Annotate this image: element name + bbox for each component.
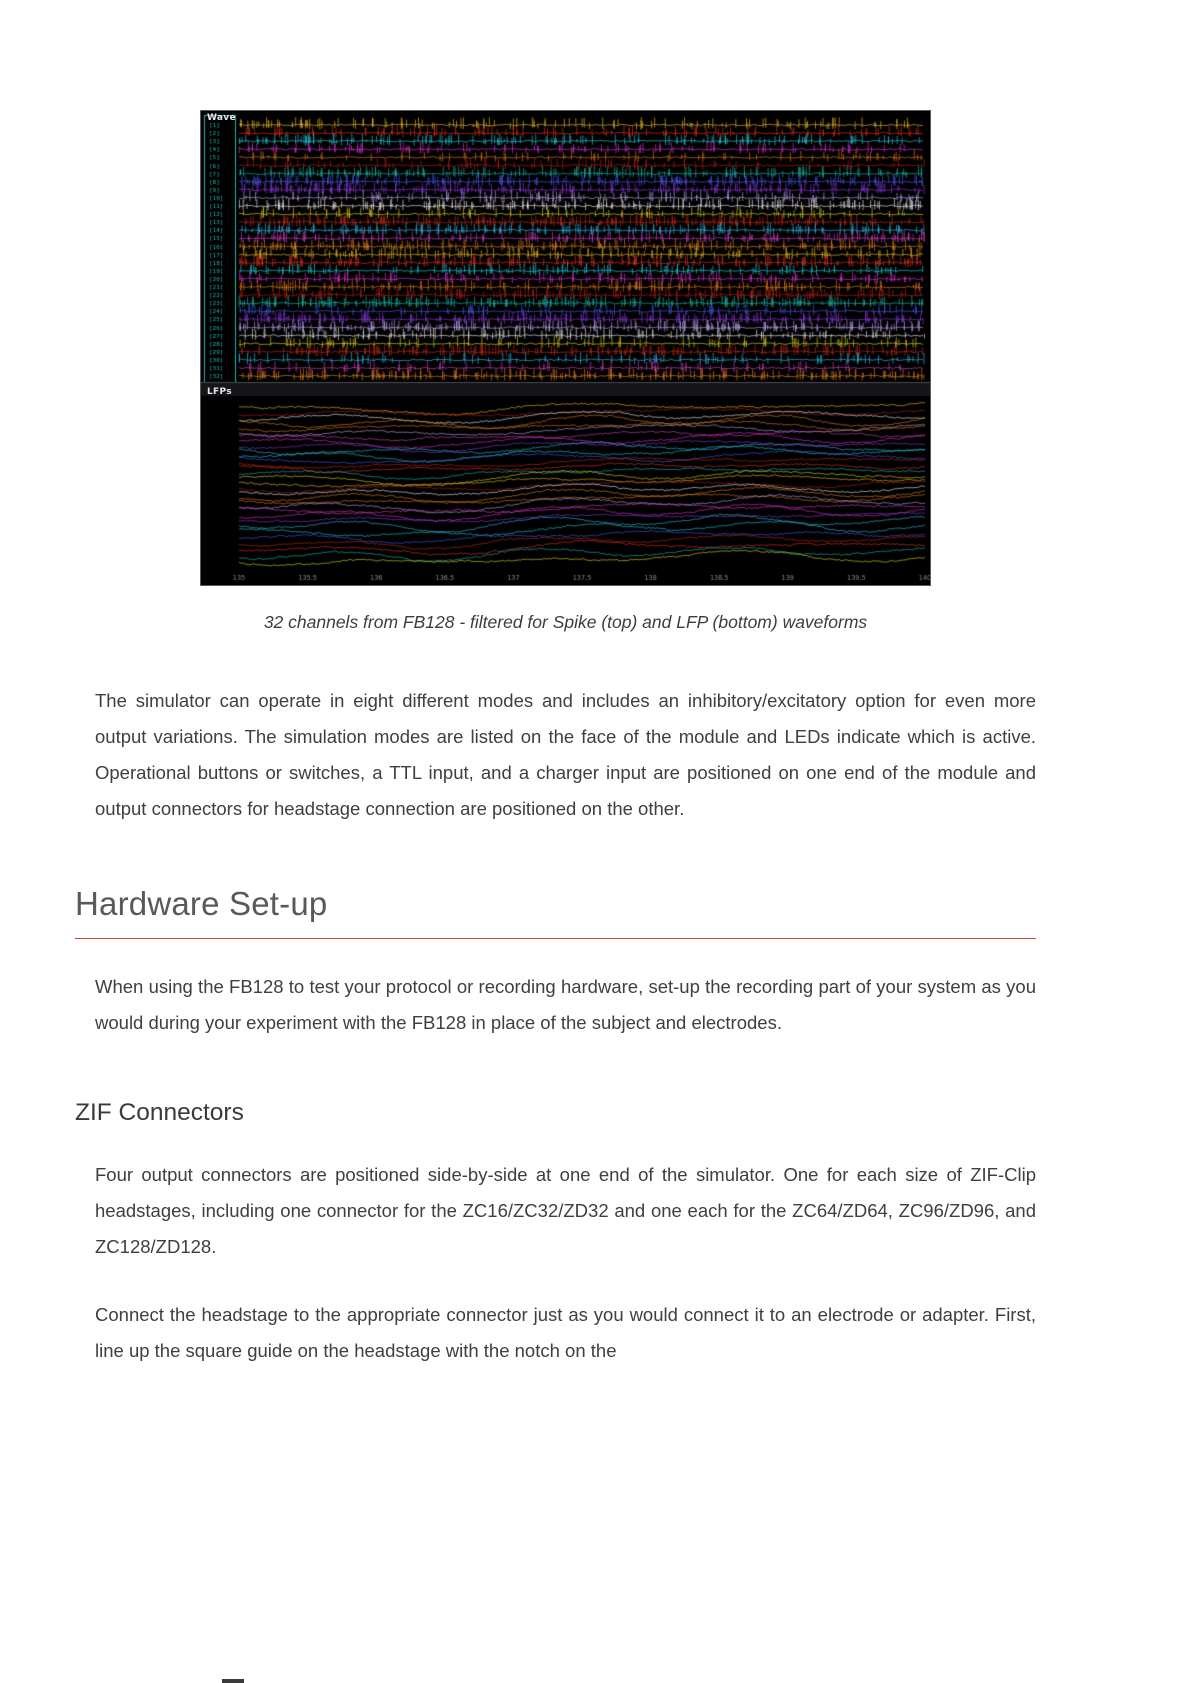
waveform-viewer (200, 110, 931, 586)
section-title: Hardware Set-up (75, 885, 328, 922)
wave-section-label: Wave (207, 113, 236, 123)
subsection-title: ZIF Connectors (75, 1099, 244, 1126)
next-page-content-edge (222, 1679, 244, 1683)
setup-content (95, 969, 1036, 1041)
waveform-figure (200, 110, 931, 633)
zif-content (95, 1157, 1036, 1369)
intro-paragraph: The simulator can operate in eight different modes and includes an inhibitory/excitatory option for even more output variations. The simulation modes are listed on the face of the module and LEDs indicate which is active. Operational buttons or switches, a TTL input, and a charger input are positioned on one end of the module and output connectors for headstage connection are positioned on the other. (95, 690, 1036, 819)
lfp-section-label: LFPs (207, 387, 232, 397)
zif-paragraph: Four output connectors are positioned side-by-side at one end of the simulator. One for each size of ZIF-Clip headstages, including one connector for the ZC16/ZC32/ZD32 and one each for the ZC64/ZD64, ZC96/ZD96, and ZC128/ZD128. (95, 1164, 1036, 1257)
section-rule (75, 938, 1036, 939)
content-area (95, 683, 1036, 827)
figure-caption: 32 channels from FB128 - filtered for Spike (top) and LFP (bottom) waveforms (263, 612, 868, 632)
hardware-setup-section (75, 885, 1036, 939)
waveform-canvas (201, 111, 930, 585)
connect-paragraph: Connect the headstage to the appropriate connector just as you would connect it to an electrode or adapter. First, line up the square guide on the headstage with the notch on the (95, 1304, 1036, 1361)
setup-paragraph: When using the FB128 to test your protocol or recording hardware, set-up the recording part of your system as you would during your experiment with the FB128 in place of the subject and electrodes. (95, 976, 1036, 1033)
zif-connectors-section (75, 1099, 1036, 1127)
